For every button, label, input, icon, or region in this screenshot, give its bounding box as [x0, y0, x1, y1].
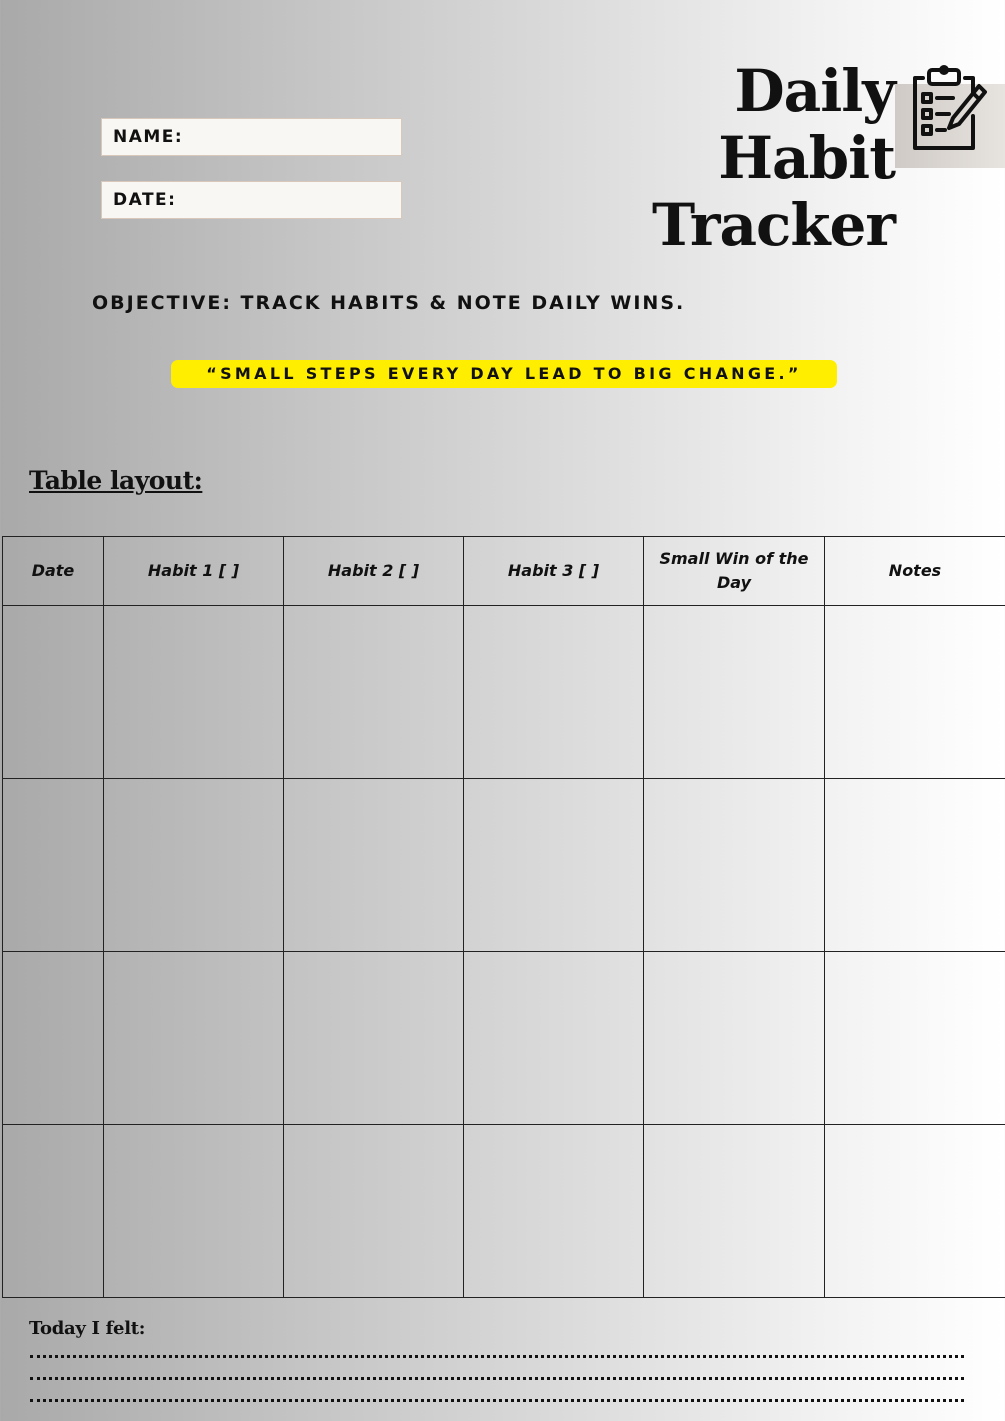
cell-notes[interactable] — [825, 1125, 1005, 1298]
header-habit-2: Habit 2 [ ] — [284, 537, 464, 606]
cell-habit-3[interactable] — [464, 1125, 644, 1298]
cell-notes[interactable] — [825, 606, 1005, 779]
cell-small-win[interactable] — [644, 606, 825, 779]
table-header-row — [3, 537, 1005, 606]
header-habit-3: Habit 3 [ ] — [464, 537, 644, 606]
cell-habit-3[interactable] — [464, 952, 644, 1125]
cell-small-win[interactable] — [644, 779, 825, 952]
today-felt-label: Today I felt: — [29, 1318, 146, 1339]
name-field[interactable] — [101, 118, 402, 156]
table-row — [3, 606, 1005, 779]
writing-line[interactable] — [30, 1355, 964, 1358]
cell-habit-3[interactable] — [464, 779, 644, 952]
cell-habit-3[interactable] — [464, 606, 644, 779]
page-title — [560, 58, 895, 259]
title-line-1: Daily Habit — [718, 57, 895, 192]
cell-habit-1[interactable] — [104, 606, 284, 779]
header-date: Date — [3, 537, 104, 606]
cell-small-win[interactable] — [644, 952, 825, 1125]
cell-habit-1[interactable] — [104, 952, 284, 1125]
table-row — [3, 779, 1005, 952]
cell-habit-2[interactable] — [284, 952, 464, 1125]
cell-habit-2[interactable] — [284, 779, 464, 952]
cell-date[interactable] — [3, 779, 104, 952]
cell-date[interactable] — [3, 952, 104, 1125]
cell-date[interactable] — [3, 1125, 104, 1298]
quote-banner: “SMALL STEPS EVERY DAY LEAD TO BIG CHANGE.” — [171, 360, 837, 388]
cell-notes[interactable] — [825, 779, 1005, 952]
table-section-title: Table layout: — [29, 466, 203, 495]
cell-habit-1[interactable] — [104, 779, 284, 952]
cell-date[interactable] — [3, 606, 104, 779]
table-row — [3, 952, 1005, 1125]
table-row — [3, 1125, 1005, 1298]
date-field[interactable] — [101, 181, 402, 219]
habit-tracker-table — [2, 536, 1005, 1298]
date-label: DATE: — [113, 190, 177, 210]
cell-small-win[interactable] — [644, 1125, 825, 1298]
header-small-win: Small Win of the Day — [644, 537, 825, 606]
name-label: NAME: — [113, 127, 184, 147]
objective-text: OBJECTIVE: TRACK HABITS & NOTE DAILY WINS. — [92, 292, 686, 314]
clipboard-checklist-icon — [909, 64, 987, 154]
writing-line[interactable] — [30, 1377, 964, 1380]
cell-habit-2[interactable] — [284, 606, 464, 779]
cell-notes[interactable] — [825, 952, 1005, 1125]
writing-line[interactable] — [30, 1399, 964, 1402]
header-habit-1: Habit 1 [ ] — [104, 537, 284, 606]
title-line-2: Tracker — [651, 191, 895, 259]
cell-habit-1[interactable] — [104, 1125, 284, 1298]
icon-backdrop — [895, 84, 1005, 168]
header-notes: Notes — [825, 537, 1005, 606]
cell-habit-2[interactable] — [284, 1125, 464, 1298]
